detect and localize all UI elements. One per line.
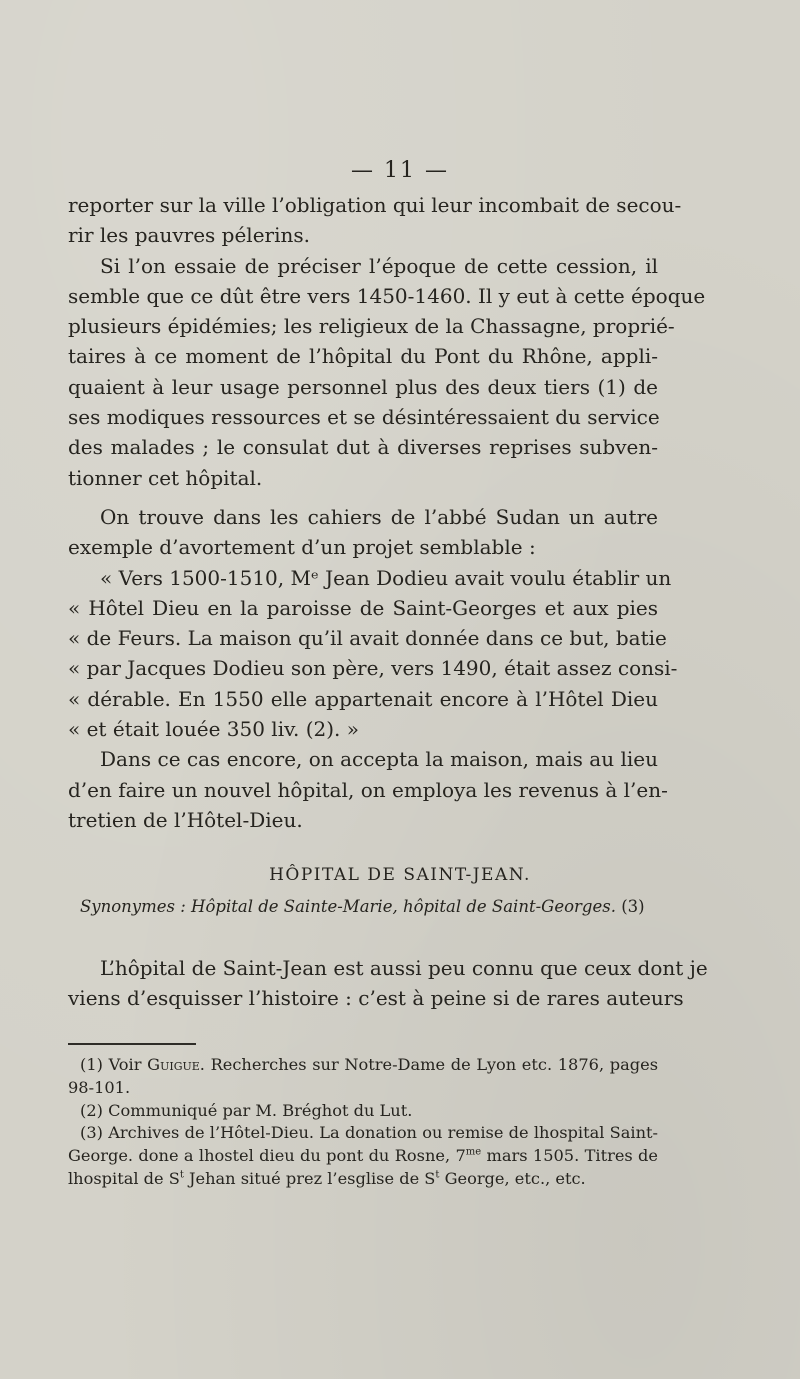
quote-line: « dérable. En 1550 elle appartenait encore à l’Hôtel Dieu	[68, 686, 658, 711]
footnote-text: Archives de l’Hôtel-Dieu. La donation ou remise de lhospital Saint-	[108, 1123, 658, 1143]
footnote-number: (1)	[80, 1055, 103, 1074]
quote-line: « et était louée 350 liv. (2). »	[68, 717, 360, 742]
footnote-text: George, etc., etc.	[439, 1168, 586, 1188]
quote-line: « de Feurs. La maison qu’il avait donnée dans ce but, batie	[68, 626, 667, 651]
text-line: d’en faire un nouvel hôpital, on employa les revenus à l’en-	[68, 777, 668, 802]
paragraph-block-3	[68, 953, 708, 1014]
text-line: Si l’on essaie de préciser l’époque de cette cession, il	[100, 253, 658, 278]
text-line: ses modiques ressources et se désintéressaient du service	[68, 405, 660, 430]
text-line: viens d’esquisser l’histoire : c’est à peine si de rares auteurs	[68, 986, 684, 1011]
text-line: quaient à leur usage personnel plus des deux tiers (1) de	[68, 374, 658, 399]
footnote-text: Jehan situé prez l’esglise de S	[183, 1168, 436, 1188]
footnote-text: George. done a lhostel dieu du pont du Rosne, 7	[68, 1146, 466, 1166]
page-number: — 11 —	[351, 158, 449, 183]
text-line: L’hôpital de Saint-Jean est aussi peu connu que ceux dont je	[100, 956, 708, 980]
paragraph-block-2	[68, 502, 678, 835]
section-heading: HÔPITAL DE SAINT-JEAN.	[269, 865, 531, 885]
footnote-number: (3)	[80, 1123, 103, 1143]
footnote-text: mars 1505. Titres de	[481, 1146, 658, 1166]
text-line: tretien de l’Hôtel-Dieu.	[68, 807, 303, 832]
text-line: exemple d’avortement d’un projet semblable :	[68, 535, 536, 560]
quote-line: « Hôtel Dieu en la paroisse de Saint-Georges et aux pies	[68, 595, 658, 620]
text-line: reporter sur la ville l’obligation qui leur incombait de secou-	[68, 193, 682, 217]
superscript: t	[179, 1169, 184, 1181]
footnotes	[68, 1054, 658, 1191]
footnote-1	[68, 1054, 658, 1077]
text-line: taires à ce moment de l’hôpital du Pont du Rhône, appli-	[68, 344, 658, 369]
text-line: rir les pauvres pélerins.	[68, 223, 310, 248]
quote-line: « Vers 1500-1510, Mᵉ Jean Dodieu avait voulu établir un	[100, 565, 672, 590]
synonyms-text: Synonymes : Hôpital de Sainte-Marie, hôpital de Saint-Georges.	[80, 897, 616, 916]
superscript: me	[465, 1146, 482, 1158]
footnote-author: Guigue	[147, 1055, 200, 1074]
text-line: semble que ce dût être vers 1450-1460. Il y eut à cette époque	[68, 283, 706, 308]
footnote-2	[68, 1100, 658, 1123]
footnote-text: Communiqué par M. Bréghot du Lut.	[108, 1100, 413, 1120]
footnote-number: (2)	[80, 1100, 103, 1120]
footnote-1-continuation: 98-101.	[68, 1077, 131, 1097]
footnote-3-continuation	[68, 1145, 658, 1168]
text-line: tionner cet hôpital.	[68, 465, 263, 490]
footnote-text: Voir	[108, 1055, 142, 1074]
text-line: On trouve dans les cahiers de l’abbé Sudan un autre	[100, 505, 658, 529]
footnote-rule	[68, 1043, 196, 1045]
footnote-text: lhospital de S	[68, 1168, 180, 1188]
footnote-3-continuation	[68, 1168, 658, 1191]
quote-line: « par Jacques Dodieu son père, vers 1490, était assez consi-	[68, 656, 678, 681]
footnote-text: . Recherches sur Notre-Dame de Lyon etc. 1876, pages	[199, 1055, 659, 1074]
text-line: des malades ; le consulat dut à diverses reprises subven-	[68, 435, 658, 460]
text-line: Dans ce cas encore, on accepta la maison, mais au lieu	[100, 747, 658, 772]
synonyms-footnote-ref: (3)	[621, 897, 645, 916]
footnote-3	[68, 1122, 658, 1145]
superscript: t	[435, 1169, 440, 1181]
paragraph-block-1	[68, 190, 706, 493]
text-line: plusieurs épidémies; les religieux de la Chassagne, proprié-	[68, 314, 675, 339]
synonyms-line	[80, 894, 670, 920]
